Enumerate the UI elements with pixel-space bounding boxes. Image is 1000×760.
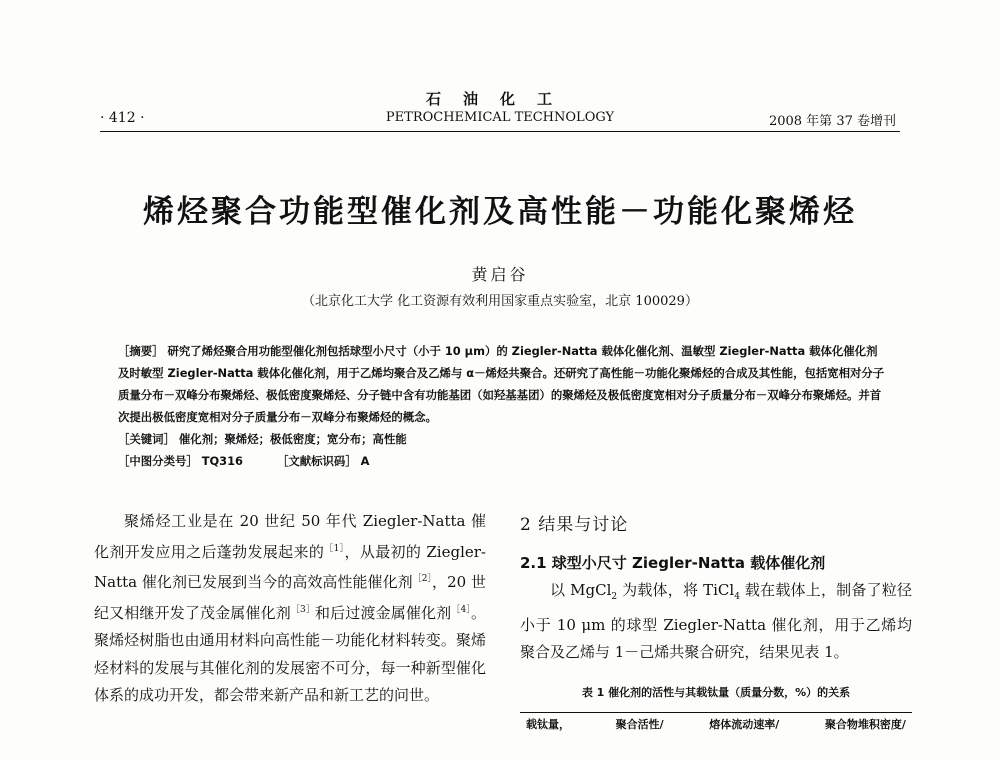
- table-header-cell: 聚合活性/: [615, 718, 664, 731]
- subsection-heading: 2.1 球型小尺寸 Ziegler-Natta 载体催化剂: [520, 553, 826, 572]
- author-name: 黄启谷: [471, 265, 529, 284]
- citation-4[interactable]: ［4］: [451, 604, 471, 615]
- page-marker: · 412 ·: [100, 110, 145, 126]
- intro-paragraph: 聚烯烃工业是在 20 世纪 50 年代 Ziegler-Natta 催化剂开发应用之后蓬勃发展起来的$^{[1]}$，从最初的 Ziegler-Natta 催化剂已发展到当今的高效高性能催化剂$^{[2]}$，20 世纪又相继开发了茂金属催化剂$^{[3]}$和后过渡金属催化剂$^{[4]}$。聚烯烃树脂也由通用材料向高性能－功能化材料转变。聚烯烃材料的发展与其催化剂的发展密不可分，每一种新型催化体系的成功开发，都会带来新产品和新工艺的问世。: [94, 512, 486, 704]
- document-code: ［文献标识码］ A: [276, 454, 370, 468]
- table-caption: 表 1 催化剂的活性与其载钛量（质量分数，%）的关系: [581, 685, 851, 699]
- header-rule: [100, 131, 900, 132]
- abstract-text: ［摘要］ 研究了烯烃聚合用功能型催化剂包括球型小尺寸（小于 10 μm）的 Ziegler-Natta 载体化催化剂、温敏型 Ziegler-Natta 载体化催化剂及时敏型 Ziegler-Natta 载体化催化剂，用于乙烯均聚合及乙烯与 α－烯烃共聚合。还研究了高性能－功能化聚烯烃的合成及其性能，包括宽相对分子质量分布－双峰分布聚烯烃、极低密度聚烯烃、分子链中含有功能基团（如羟基基团）的聚烯烃及极低密度宽相对分子质量分布－双峰分布聚烯烃。并首次提出极低密度宽相对分子质量分布－双峰分布聚烯烃的概念。: [118, 344, 885, 424]
- right-column: [520, 512, 912, 733]
- issue-info: 2008 年第 37 卷增刊: [768, 114, 896, 129]
- journal-name-en: PETROCHEMICAL TECHNOLOGY: [385, 110, 615, 125]
- section-heading: 2 结果与讨论: [520, 515, 629, 535]
- citation-1[interactable]: ［1］: [324, 543, 345, 554]
- abstract-block: [118, 340, 886, 472]
- author-affiliation: （北京化工大学 化工资源有效利用国家重点实验室，北京 100029）: [302, 294, 698, 309]
- table-header-cell: 熔体流动速率/: [709, 718, 780, 731]
- classification-line: [118, 450, 886, 472]
- left-column: [94, 508, 486, 710]
- citation-2[interactable]: ［2］: [412, 574, 433, 584]
- keywords: ［关键词］ 催化剂；聚烯烃；极低密度；宽分布；高性能: [118, 432, 407, 446]
- article-title: 烯烃聚合功能型催化剂及高性能－功能化聚烯烃: [143, 194, 857, 230]
- table-header-cell: 聚合物堆积密度/: [824, 718, 906, 731]
- classification-number: ［中图分类号］ TQ316: [118, 454, 243, 468]
- journal-name-cn: 石油化工: [425, 90, 574, 108]
- table-header-cell: 载钛量，: [526, 718, 570, 731]
- results-paragraph: 以 MgCl$_2$ 为载体，将 TiCl$_4$ 载在载体上，制备了粒径小于 10 μm 的球型 Ziegler-Natta 催化剂，用于乙烯均聚合及乙烯与 1－己烯共聚合研究，结果见表 1。: [520, 581, 912, 661]
- table-header-row: [520, 713, 912, 733]
- citation-3[interactable]: ［3］: [290, 604, 316, 615]
